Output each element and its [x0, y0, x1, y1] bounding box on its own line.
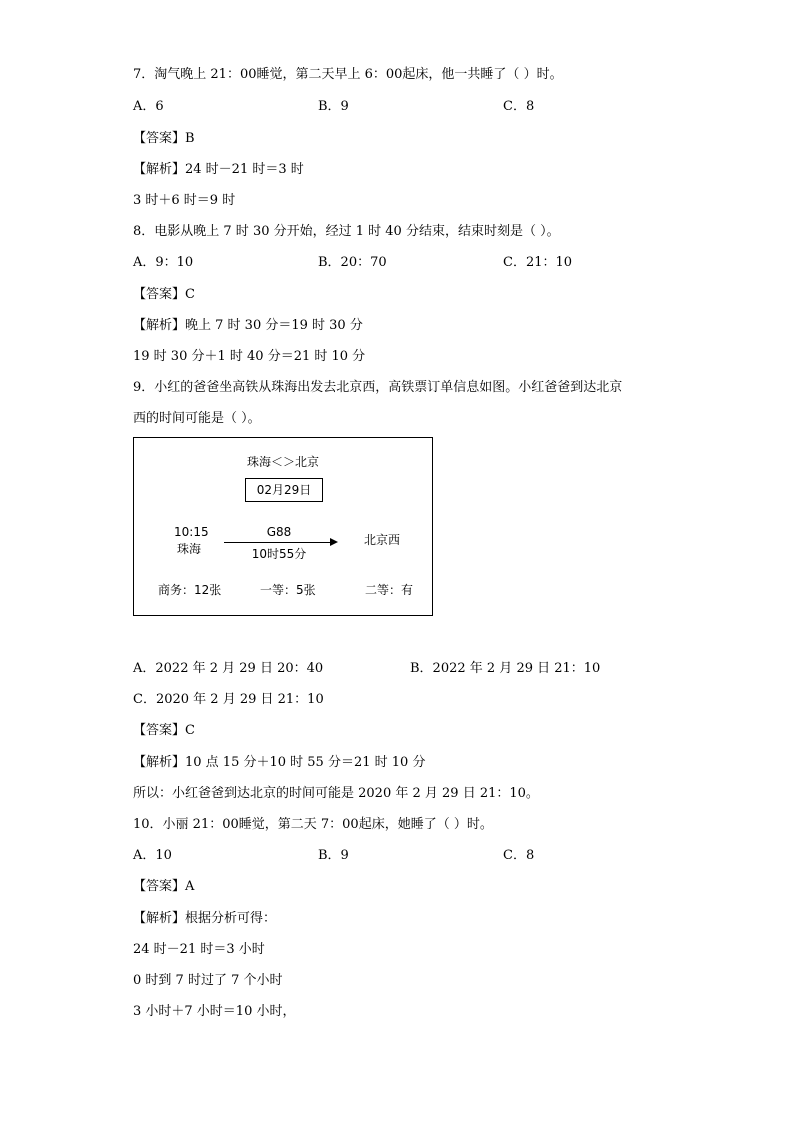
- q10-option-b: B．9: [318, 848, 349, 863]
- q9-stem-line-1: 9．小红的爸爸坐高铁从珠海出发去北京西，高铁票订单信息如图。小红爸爸到达北京: [133, 380, 623, 395]
- q9-explanation-1: 【解析】10 点 15 分＋10 时 55 分＝21 时 10 分: [133, 755, 426, 770]
- train-ticket-figure: [133, 437, 433, 616]
- ticket-date-box: [245, 478, 323, 502]
- q9-option-a: A．2022 年 2 月 29 日 20：40: [133, 661, 324, 676]
- q9-stem-line-2: 西的时间可能是（ ）。: [133, 411, 261, 426]
- ticket-business-seats: 商务：12张: [158, 583, 222, 597]
- q7-explanation-1: 【解析】24 时－21 时＝3 时: [133, 162, 304, 177]
- ticket-depart-time: 10:15: [174, 525, 209, 539]
- q10-explanation-4: 3 小时＋7 小时＝10 小时，: [133, 1004, 296, 1019]
- ticket-depart-station: 珠海: [177, 542, 202, 556]
- q8-answer: 【答案】C: [133, 287, 195, 302]
- ticket-route: 珠海＜＞北京: [246, 455, 319, 469]
- q10-option-c: C．8: [503, 848, 535, 863]
- q7-option-c: C．8: [503, 99, 535, 114]
- q8-explanation-2: 19 时 30 分＋1 时 40 分＝21 时 10 分: [133, 349, 366, 364]
- ticket-duration: 10时55分: [251, 547, 307, 561]
- q7-stem: 7．淘气晚上 21：00睡觉，第二天早上 6：00起床，他一共睡了（ ）时。: [133, 67, 563, 82]
- q8-option-a: A．9：10: [133, 255, 194, 270]
- q8-stem: 8．电影从晚上 7 时 30 分开始，经过 1 时 40 分结束，结束时刻是（ ）。: [133, 224, 560, 239]
- ticket-first-class-seats: 一等：5张: [260, 583, 316, 597]
- q7-option-a: A．6: [133, 99, 164, 114]
- q9-explanation-2: 所以：小红爸爸到达北京的时间可能是 2020 年 2 月 29 日 21：10。: [133, 786, 539, 801]
- q9-option-c: C．2020 年 2 月 29 日 21：10: [133, 692, 324, 707]
- q10-explanation-1: 【解析】根据分析可得：: [133, 911, 277, 926]
- ticket-arrive-station: 北京西: [364, 533, 401, 547]
- q8-option-c: C．21：10: [503, 255, 573, 270]
- q8-explanation-1: 【解析】晚上 7 时 30 分＝19 时 30 分: [133, 318, 363, 333]
- ticket-second-class-seats: 二等：有: [365, 583, 414, 597]
- q10-option-a: A．10: [133, 848, 172, 863]
- ticket-train-number: G88: [266, 525, 292, 539]
- q7-explanation-2: 3 时＋6 时＝9 时: [133, 193, 236, 208]
- q9-answer: 【答案】C: [133, 723, 195, 738]
- q7-answer: 【答案】B: [133, 131, 195, 146]
- ticket-date: 02月29日: [256, 483, 312, 497]
- q8-option-b: B．20：70: [318, 255, 387, 270]
- q10-answer: 【答案】A: [133, 879, 195, 894]
- q10-explanation-3: 0 时到 7 时过了 7 个小时: [133, 973, 283, 988]
- q7-option-b: B．9: [318, 99, 349, 114]
- ticket-arrow-line: [224, 542, 332, 543]
- q10-stem: 10．小丽 21：00睡觉，第二天 7：00起床，她睡了（ ）时。: [133, 817, 493, 832]
- q10-explanation-2: 24 时－21 时＝3 小时: [133, 942, 265, 957]
- arrow-right-icon: [330, 538, 338, 546]
- q9-option-b: B．2022 年 2 月 29 日 21：10: [410, 661, 601, 676]
